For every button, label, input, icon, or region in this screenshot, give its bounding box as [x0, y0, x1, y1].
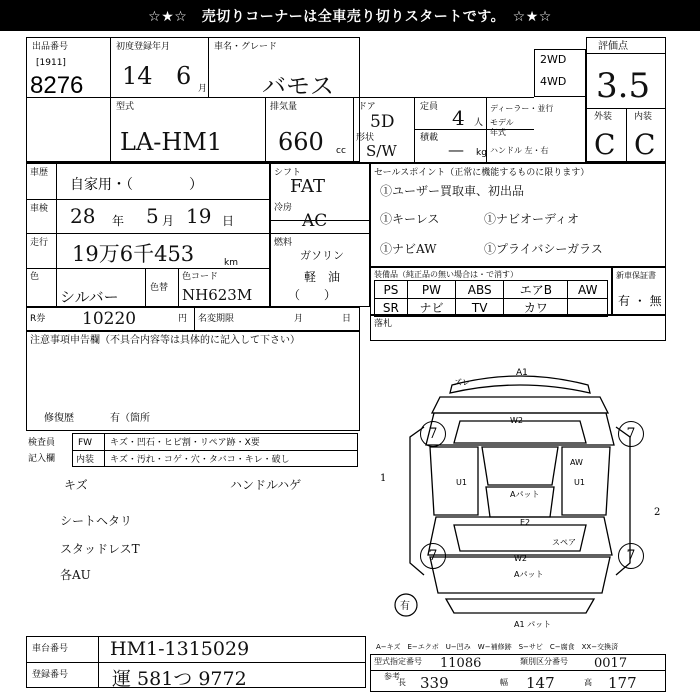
equip-pw: PW [407, 281, 455, 299]
repair-value: 有（箇所 [110, 413, 150, 424]
selling-item-1: ①ユーザー買取車、初出品 [380, 184, 525, 198]
notes-section [26, 331, 360, 431]
equip-leather: カワ [504, 299, 568, 317]
equip-tv: TV [456, 299, 504, 317]
dims-ref: 参考 [384, 672, 400, 681]
diagram-a1-bottom: A1 パット [514, 620, 552, 629]
equip-label: 装備品（純正品の無い場合は・で消す） [374, 270, 518, 279]
mileage-value: 19万6千453 [72, 242, 195, 266]
name-change-day: 日 [342, 314, 352, 324]
selling-item-3: ①ナビオーディオ [484, 212, 580, 226]
dims-label-1: 型式指定番号 [374, 657, 422, 666]
car-damage-diagram [374, 365, 666, 635]
inspection-m-unit: 月 [162, 214, 175, 228]
doors-shape-label: 形状 [356, 133, 375, 143]
dims-hei: 177 [608, 674, 637, 692]
diagram-patch: Aパット [510, 490, 540, 499]
dims-len: 339 [420, 674, 449, 692]
diagram-side-left: 1 [380, 473, 387, 484]
equip-ps: PS [375, 281, 408, 299]
color-value: シルバー [60, 288, 119, 306]
grade-ext-label: 外装 [594, 112, 613, 122]
inspector-label-2: 記入欄 [28, 454, 56, 464]
color-code: NH623M [182, 286, 253, 304]
diagram-a1-top: A1 [516, 368, 528, 378]
model-value: LA-HM1 [120, 128, 223, 156]
inspector-fw-text: キズ・凹石・ヒビ割・リペア跡・X要 [110, 438, 260, 448]
selling-item-5: ①プライバシーガラス [484, 242, 603, 256]
dealer-l2: モデル [490, 118, 514, 127]
dims-hei-label: 高 [584, 678, 592, 687]
auction-note-box [370, 315, 666, 341]
recycle-label: R券 [30, 314, 46, 324]
diagram-side-right: 2 [654, 507, 661, 518]
fuel-value2: 軽 油 [304, 270, 341, 284]
selling-label: セールスポイント（正常に機能するものに限ります） [374, 168, 590, 178]
dims-label-2: 類別区分番号 [520, 657, 568, 666]
grade-int-label: 内装 [634, 112, 653, 122]
load-value: — [448, 140, 464, 159]
mileage-label: 走行 [30, 238, 49, 248]
equipment-table [374, 280, 608, 317]
model-label: 型式 [116, 102, 135, 112]
displacement-label: 排気量 [270, 102, 298, 112]
inspector-fw: FW [78, 438, 93, 448]
inspection-month: 5 [146, 204, 159, 228]
damage-legend: A−キズ E−エクボ U−凹み W−補修跡 S−サビ C−腐食 XX−交換済 [376, 643, 619, 651]
note-handle: ハンドルハゲ [230, 478, 302, 492]
inspection-label: 車検 [30, 204, 49, 214]
plate-label: 登録番号 [32, 670, 69, 680]
dealer-l1: ディーラー・並行 [490, 104, 554, 113]
inspector-int-text: キズ・汚れ・コゲ・穴・タバコ・キレ・破し [110, 455, 290, 465]
equip-aw: AW [568, 281, 608, 299]
dealer-l3: 年式 [490, 128, 506, 137]
recycle-value: 10220 [82, 309, 137, 329]
tire-rear-left: 7 [420, 543, 446, 569]
lot-label: 出品番号 [32, 42, 69, 52]
grade-int: C [634, 128, 656, 161]
equip-navi: ナビ [407, 299, 455, 317]
inspection-day: 19 [186, 204, 212, 228]
color-code-label: 色コード [182, 272, 219, 282]
color-tint-label: 色替 [150, 283, 169, 293]
drive-4wd: 4WD [540, 75, 567, 88]
new-cert-value: 有 ・ 無 [618, 294, 662, 308]
capacity-unit: 人 [474, 118, 484, 128]
diagram-spare: スペア [552, 538, 576, 547]
first-reg-month: 6 [176, 62, 192, 90]
top-banner: ☆★☆ 売切りコーナーは全車売り切りスタートです。 ☆★☆ [0, 0, 700, 31]
diagram-u1-right: U1 [574, 478, 585, 487]
shift-value: FAT [290, 176, 325, 197]
load-label: 積載 [420, 133, 439, 143]
doors-value: 5D [370, 112, 395, 132]
note-kizu: キズ [64, 478, 88, 492]
inspector-label-1: 検査員 [28, 438, 56, 448]
grade-value: 3.5 [596, 66, 651, 106]
aircon-label: 冷房 [274, 203, 293, 213]
history-label: 車歴 [30, 168, 49, 178]
diagram-patch-rear: Aパット [514, 570, 544, 579]
car-name-label: 車名・グレード [214, 42, 278, 52]
dims-wid-label: 幅 [500, 678, 508, 687]
diagram-ari: 有 [400, 601, 410, 612]
selling-item-2: ①キーレス [380, 212, 440, 226]
chassis-value: HM1-1315029 [110, 638, 250, 660]
diagram-zure: ズレ [454, 378, 470, 387]
equip-sr: SR [375, 299, 408, 317]
first-reg-year: 14 [122, 62, 153, 90]
lot-number: 8276 [30, 72, 84, 99]
dims-value-2: 0017 [594, 656, 628, 671]
inspector-int: 内装 [76, 455, 95, 465]
mileage-unit: km [224, 258, 238, 268]
doors-label: ドア [358, 102, 376, 112]
capacity-value: 4 [452, 106, 465, 130]
capacity-label: 定員 [420, 102, 439, 112]
color-label: 色 [30, 272, 40, 282]
fuel-value1: ガソリン [300, 249, 344, 262]
first-reg-month-unit: 月 [198, 84, 208, 94]
new-cert-label: 新車保証書 [616, 271, 656, 280]
grade-label: 評価点 [598, 41, 628, 52]
note-studless: スタッドレスT [60, 542, 140, 556]
recycle-unit: 円 [178, 314, 188, 324]
recycle-row [26, 307, 360, 331]
repair-label: 修復歴 [44, 413, 74, 424]
history-value: 自家用・（ ） [70, 177, 203, 193]
shift-label: シフト [274, 168, 302, 178]
drive-2wd: 2WD [540, 53, 567, 66]
inspection-d-unit: 日 [222, 214, 235, 228]
selling-item-4: ①ナビAW [380, 242, 437, 256]
aircon-value: AC [302, 211, 328, 231]
name-change-month: 月 [294, 314, 304, 324]
fuel-label: 燃料 [274, 238, 293, 248]
tire-front-right: 7 [618, 421, 644, 447]
dealer-l4: ハンドル 左・右 [490, 146, 549, 155]
tire-rear-right: 7 [618, 543, 644, 569]
chassis-label: 車台番号 [32, 644, 69, 654]
note-seat: シートヘタリ [60, 514, 133, 528]
note-av: 各AU [60, 568, 91, 582]
inspection-year: 28 [70, 204, 96, 228]
equip-airbag: エアB [504, 281, 568, 299]
first-reg-label: 初度登録年月 [116, 42, 171, 52]
diagram-u1-left: U1 [456, 478, 467, 487]
displacement-value: 660 [278, 128, 324, 156]
notes-label: 注意事項申告欄（不具合内容等は具体的に記入して下さい） [30, 335, 300, 346]
inspection-y-unit: 年 [112, 214, 125, 228]
plate-value: 運 581つ 9772 [112, 668, 247, 690]
lot-code: [1911] [36, 58, 66, 68]
grade-ext: C [594, 128, 616, 161]
name-change-label: 名変期限 [198, 314, 235, 324]
auction-note-label: 落札 [374, 319, 393, 329]
diagram-w2-rear: W2 [514, 554, 527, 563]
doors-shape: S/W [366, 142, 397, 160]
fuel-value3: （ ） [288, 288, 337, 302]
diagram-w2-front: W2 [510, 416, 523, 425]
diagram-e2: E2 [520, 518, 531, 527]
load-unit: kg [476, 148, 487, 158]
tire-front-left: 7 [420, 421, 446, 447]
dims-value-1: 11086 [440, 656, 482, 671]
equip-blank [568, 299, 608, 317]
diagram-aw: AW [570, 458, 583, 467]
car-name-value: バモス [262, 72, 334, 100]
equip-abs: ABS [456, 281, 504, 299]
dims-wid: 147 [526, 674, 555, 692]
dims-len-label: 長 [398, 678, 406, 687]
displacement-unit: cc [336, 146, 346, 156]
